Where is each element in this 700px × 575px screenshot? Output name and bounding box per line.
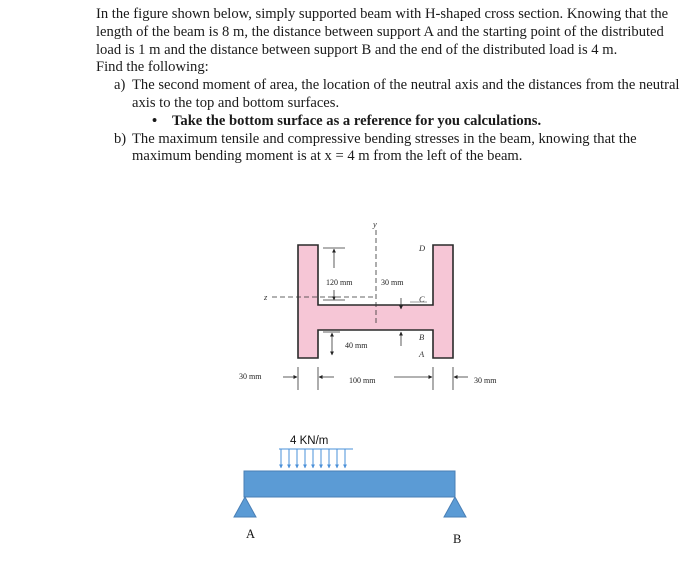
dim-40-label: 40 mm	[345, 341, 368, 350]
beam-body	[244, 471, 455, 497]
find-heading: Find the following:	[96, 59, 209, 76]
part-b-label: b)	[114, 130, 127, 147]
support-a-label: A	[246, 527, 256, 541]
bullet-text: Take the bottom surface as a reference for you calculations.	[172, 112, 542, 129]
beam-diagram	[234, 435, 466, 546]
bullet-dot: •	[152, 112, 158, 129]
dim-120-label: 120 mm	[326, 278, 353, 287]
dim-100-label: 100 mm	[349, 376, 376, 385]
part-a-label: a)	[114, 77, 126, 94]
dim-30-left-label: 30 mm	[239, 372, 262, 381]
part-a-text: The second moment of area, the location of the neutral axis and the distances from the neutral axis to the top and bottom surfaces.	[132, 77, 680, 111]
support-a-triangle	[234, 497, 256, 517]
dim-30-top-label: 30 mm	[381, 278, 404, 287]
point-c-label: C	[419, 294, 425, 304]
h-section-shape	[298, 245, 453, 358]
problem-intro: In the figure shown below, simply supported beam with H-shaped cross section. Knowing that the length of the beam is 8 m, the distance between support A and the starting point of the distributed load is 1 m and the distance between support B and the end of the distributed load is 4 m.	[96, 6, 669, 58]
load-label: 4 KN/m	[290, 435, 329, 447]
y-axis-label: y	[373, 219, 377, 229]
z-axis-label: z	[264, 292, 268, 302]
support-b-triangle	[444, 497, 466, 517]
point-a-label: A	[419, 349, 425, 359]
support-b-label: B	[453, 532, 462, 546]
h-cross-section	[239, 219, 497, 390]
part-b-text: The maximum tensile and compressive bending stresses in the beam, knowing that the maximum bending moment is at x = 4 m from the left of the beam.	[132, 130, 637, 165]
point-b-label: B	[419, 332, 425, 342]
point-d-label: D	[419, 243, 426, 253]
load-arrows	[281, 449, 345, 468]
dim-30-right-label: 30 mm	[474, 376, 497, 385]
